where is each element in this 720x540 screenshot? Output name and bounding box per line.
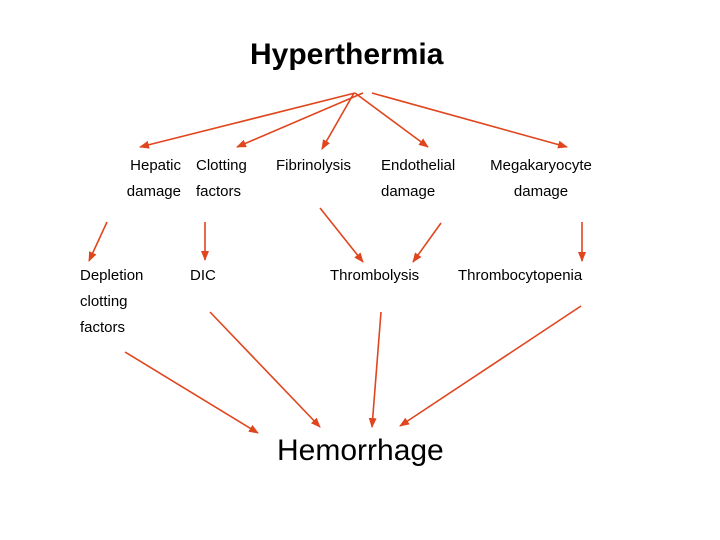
node-thrombolysis: Thrombolysis — [330, 267, 420, 284]
node-clotting-factors: Clotting factors — [196, 157, 247, 200]
arrow-thrombolysis-to-hemorrhage — [372, 312, 381, 427]
node-hyperthermia: Hyperthermia — [250, 38, 444, 71]
arrow-hyperthermia-to-fibrinolysis — [322, 93, 354, 149]
node-hepatic-damage: Hepatic damage — [126, 157, 181, 200]
node-fibrinolysis: Fibrinolysis — [276, 157, 352, 174]
node-dic: DIC — [190, 267, 216, 284]
node-depletion-clotting-factors: Depletion clotting factors — [80, 267, 144, 336]
arrow-hyperthermia-to-hepatic — [140, 93, 355, 147]
arrow-thrombocytopenia-to-hemorrhage — [400, 306, 581, 426]
arrow-hyperthermia-to-endothelial — [355, 93, 428, 147]
node-thrombocytopenia: Thrombocytopenia — [458, 267, 583, 284]
node-hemorrhage: Hemorrhage — [277, 434, 444, 467]
arrow-endothelial-to-thrombolysis — [413, 223, 441, 262]
arrow-hyperthermia-to-megakaryocyte — [372, 93, 567, 147]
node-megakaryocyte-damage: Megakaryocyte damage — [490, 157, 592, 200]
arrow-depletion-to-hemorrhage — [125, 352, 258, 433]
arrow-hyperthermia-to-clotting — [237, 93, 363, 147]
arrow-dic-to-hemorrhage — [210, 312, 320, 427]
arrow-fibrinolysis-to-thrombolysis — [320, 208, 363, 262]
arrow-hepatic-to-depletion — [89, 222, 107, 261]
node-endothelial-damage: Endothelial damage — [381, 157, 456, 200]
